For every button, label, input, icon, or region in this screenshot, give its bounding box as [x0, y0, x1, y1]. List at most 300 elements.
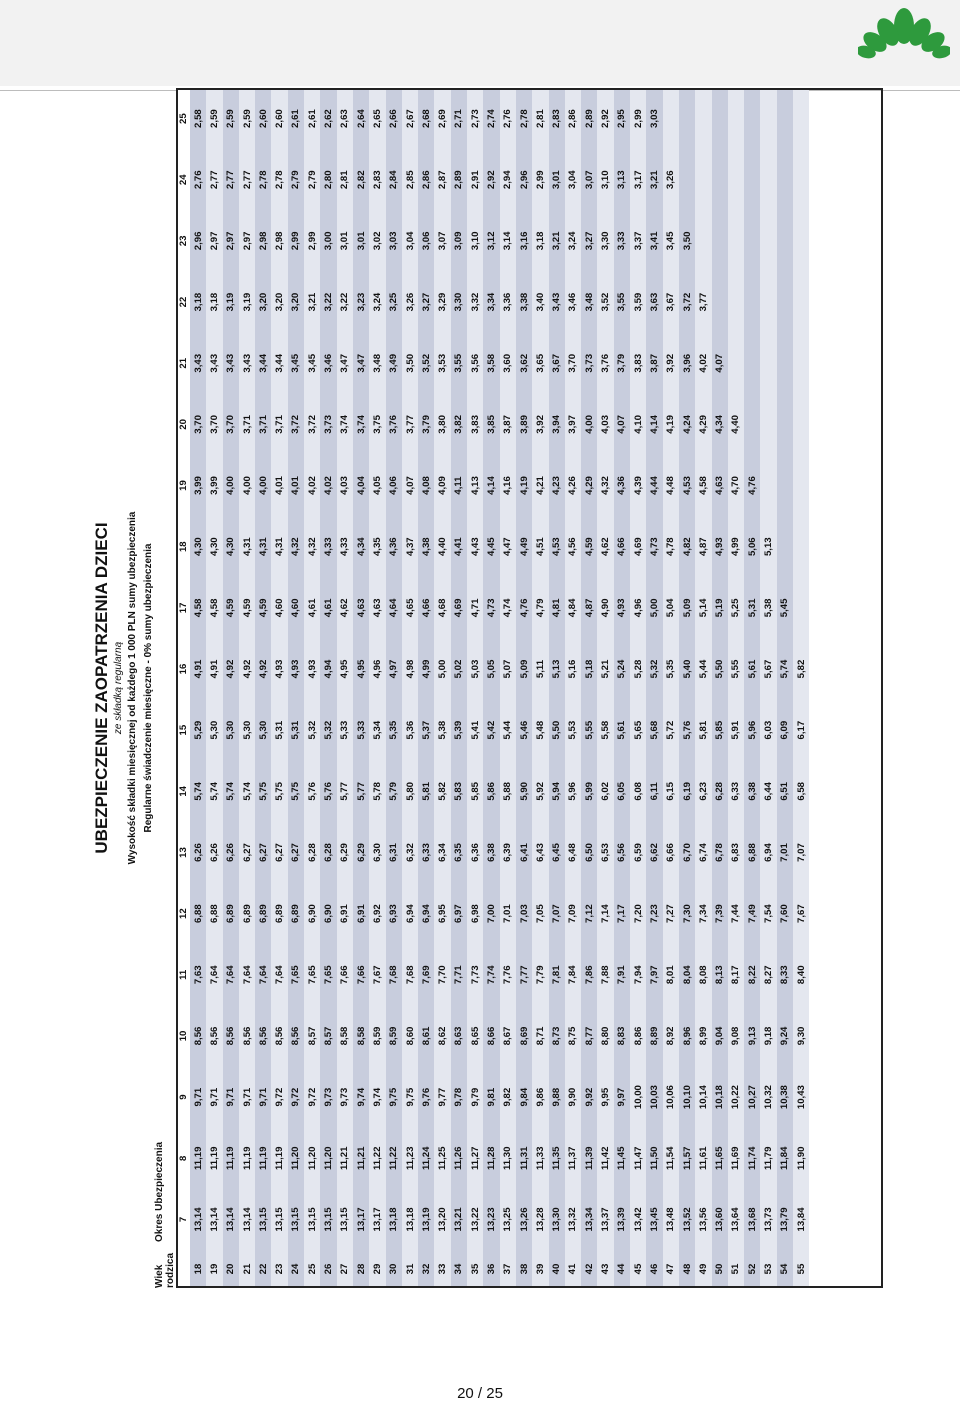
rate-cell: 13,56: [695, 1189, 711, 1250]
document-title: UBEZPIECZENIE ZAOPATRZENIA DZIECI: [92, 522, 111, 854]
rate-cell: 3,27: [418, 272, 434, 333]
rate-cell: 3,49: [386, 333, 402, 394]
rate-cell: 11,37: [565, 1128, 581, 1189]
rate-cell: 5,94: [549, 761, 565, 822]
rate-cell: 11,25: [434, 1128, 450, 1189]
rate-cell: 4,68: [434, 577, 450, 638]
rate-cell: 13,21: [451, 1189, 467, 1250]
table-row: [744, 88, 760, 1288]
document-subtitle: Wysokość składki miesięcznej od każdego 1 000 PLN sumy ubezpieczenia: [127, 511, 138, 865]
rate-cell: 3,26: [402, 272, 418, 333]
rate-cell: 2,59: [239, 88, 255, 149]
rate-cell: 3,70: [190, 394, 206, 455]
rate-cell: 3,45: [304, 333, 320, 394]
rate-cell: 3,77: [402, 394, 418, 455]
table-row: [320, 88, 336, 1288]
rate-cell: 6,38: [744, 761, 760, 822]
rate-cell: 7,65: [288, 944, 304, 1005]
rate-cell: 7,86: [581, 944, 597, 1005]
rate-cell: 13,20: [434, 1189, 450, 1250]
rate-cell: 11,20: [288, 1128, 304, 1189]
rate-cell: 5,13: [760, 516, 776, 577]
rate-cell: 13,18: [386, 1189, 402, 1250]
rate-cell: 5,77: [353, 761, 369, 822]
rate-cell: 2,64: [353, 88, 369, 149]
rate-cell: 2,81: [337, 149, 353, 210]
rate-cell: 6,93: [386, 883, 402, 944]
rate-cell: 8,08: [695, 944, 711, 1005]
rate-cell: 8,27: [760, 944, 776, 1005]
rate-cell: 4,08: [418, 455, 434, 516]
rate-cell: 4,34: [353, 516, 369, 577]
rate-cell: 6,27: [288, 822, 304, 883]
rate-cell: 4,96: [630, 577, 646, 638]
rate-cell: 9,86: [532, 1067, 548, 1128]
rate-cell: 3,17: [630, 149, 646, 210]
rate-cell: 9,73: [320, 1067, 336, 1128]
rate-cell: 8,56: [255, 1005, 271, 1066]
rate-cell: 8,75: [565, 1005, 581, 1066]
rate-cell: 8,22: [744, 944, 760, 1005]
rate-cell: 13,17: [369, 1189, 385, 1250]
rate-cell: 11,19: [255, 1128, 271, 1189]
rate-cell: 4,87: [581, 577, 597, 638]
rate-cell: 5,33: [337, 700, 353, 761]
rate-cell: 6,05: [614, 761, 630, 822]
rate-cell: 4,48: [663, 455, 679, 516]
rate-cell: 4,66: [614, 516, 630, 577]
rate-cell: 4,35: [369, 516, 385, 577]
rate-cell: [760, 149, 776, 210]
rate-cell: 7,01: [777, 822, 793, 883]
rate-cell: 13,14: [223, 1189, 239, 1250]
rate-cell: 4,64: [386, 577, 402, 638]
rate-cell: 11,19: [271, 1128, 287, 1189]
rate-cell: 3,45: [288, 333, 304, 394]
rate-cell: 9,72: [271, 1067, 287, 1128]
rate-cell: 8,67: [500, 1005, 516, 1066]
rate-cell: 3,67: [549, 333, 565, 394]
rate-cell: 7,64: [206, 944, 222, 1005]
rate-cell: 3,55: [614, 272, 630, 333]
rate-cell: 4,97: [386, 638, 402, 699]
rate-cell: 5,42: [483, 700, 499, 761]
rate-cell: 3,18: [532, 210, 548, 271]
rate-cell: 6,28: [712, 761, 728, 822]
rate-cell: 13,64: [728, 1189, 744, 1250]
rate-cell: 2,85: [402, 149, 418, 210]
rate-cell: 3,30: [451, 272, 467, 333]
rate-cell: 4,76: [744, 455, 760, 516]
rate-cell: [728, 88, 744, 149]
rate-cell: 5,45: [777, 577, 793, 638]
rate-cell: 3,83: [467, 394, 483, 455]
rate-cell: 2,89: [581, 88, 597, 149]
rate-cell: 2,62: [320, 88, 336, 149]
rate-cell: 3,43: [190, 333, 206, 394]
column-header-term: 25: [176, 88, 190, 149]
rate-cell: 9,84: [516, 1067, 532, 1128]
rate-cell: 5,30: [206, 700, 222, 761]
rate-cell: 3,53: [434, 333, 450, 394]
rate-cell: 7,97: [646, 944, 662, 1005]
rate-cell: 11,19: [206, 1128, 222, 1189]
rate-cell: 11,61: [695, 1128, 711, 1189]
rate-cell: 8,65: [467, 1005, 483, 1066]
table-row: [206, 88, 222, 1288]
rate-cell: [695, 210, 711, 271]
rate-cell: 3,21: [646, 149, 662, 210]
rate-cell: 3,43: [223, 333, 239, 394]
rate-cell: 8,17: [728, 944, 744, 1005]
rate-cell: 6,11: [646, 761, 662, 822]
rate-cell: 9,75: [402, 1067, 418, 1128]
rate-cell: 7,84: [565, 944, 581, 1005]
rate-cell: 3,67: [663, 272, 679, 333]
rate-cell: 3,21: [304, 272, 320, 333]
rate-cell: 4,40: [728, 394, 744, 455]
rate-cell: 3,30: [597, 210, 613, 271]
rate-cell: 5,99: [581, 761, 597, 822]
table-row: [728, 88, 744, 1288]
rate-cell: 2,61: [288, 88, 304, 149]
rate-cell: 4,21: [532, 455, 548, 516]
rate-cell: 13,14: [239, 1189, 255, 1250]
rate-cell: 4,19: [663, 394, 679, 455]
rate-cell: 8,86: [630, 1005, 646, 1066]
rate-cell: 4,56: [565, 516, 581, 577]
rate-cell: 4,47: [500, 516, 516, 577]
rate-cell: 4,10: [630, 394, 646, 455]
rate-cell: 5,74: [239, 761, 255, 822]
rate-cell: 9,97: [614, 1067, 630, 1128]
rate-cell: 3,44: [271, 333, 287, 394]
rate-cell: 5,38: [434, 700, 450, 761]
rate-cell: 6,66: [663, 822, 679, 883]
rate-cell: 3,50: [402, 333, 418, 394]
rate-cell: 6,29: [353, 822, 369, 883]
column-header-term: 14: [176, 761, 190, 822]
rate-cell: 10,27: [744, 1067, 760, 1128]
rate-cell: 2,68: [418, 88, 434, 149]
rate-cell: 5,30: [223, 700, 239, 761]
rate-cell: 5,40: [679, 638, 695, 699]
rate-cell: 9,24: [777, 1005, 793, 1066]
table-row: [337, 88, 353, 1288]
rate-cell: 11,28: [483, 1128, 499, 1189]
label-rodzica: rodzica: [165, 1252, 176, 1288]
rate-cell: [728, 149, 744, 210]
rate-cell: [744, 149, 760, 210]
rate-cell: 7,73: [467, 944, 483, 1005]
rate-cell: 7,79: [532, 944, 548, 1005]
rate-cell: 9,82: [500, 1067, 516, 1128]
rate-cell: 3,72: [679, 272, 695, 333]
rate-cell: 3,33: [614, 210, 630, 271]
rate-cell: 7,60: [777, 883, 793, 944]
rate-cell: 5,25: [728, 577, 744, 638]
column-header-term: 18: [176, 516, 190, 577]
rate-cell: 9,88: [549, 1067, 565, 1128]
rate-cell: 7,39: [712, 883, 728, 944]
rate-cell: 4,39: [630, 455, 646, 516]
rate-cell: 7,65: [320, 944, 336, 1005]
rate-cell: 7,07: [549, 883, 565, 944]
rate-cell: 7,09: [565, 883, 581, 944]
rate-cell: 9,76: [418, 1067, 434, 1128]
rate-cell: 8,99: [695, 1005, 711, 1066]
rate-cell: 11,23: [402, 1128, 418, 1189]
row-age-cell: 45: [630, 1250, 646, 1288]
rate-cell: 4,32: [597, 455, 613, 516]
rate-cell: 5,39: [451, 700, 467, 761]
rate-cell: 3,20: [288, 272, 304, 333]
rate-cell: 7,54: [760, 883, 776, 944]
rate-cell: 13,17: [353, 1189, 369, 1250]
rate-cell: 4,49: [516, 516, 532, 577]
rate-cell: 3,04: [565, 149, 581, 210]
rate-cell: 9,79: [467, 1067, 483, 1128]
rate-cell: 13,45: [646, 1189, 662, 1250]
row-age-cell: 49: [695, 1250, 711, 1288]
rate-cell: 2,86: [565, 88, 581, 149]
rate-cell: 5,03: [467, 638, 483, 699]
rate-cell: 4,14: [646, 394, 662, 455]
rate-cell: 5,33: [353, 700, 369, 761]
rate-cell: 7,74: [483, 944, 499, 1005]
rate-cell: 2,96: [190, 210, 206, 271]
rate-cell: [663, 88, 679, 149]
rate-cell: 6,90: [320, 883, 336, 944]
rate-cell: 3,23: [353, 272, 369, 333]
rate-cell: 9,71: [255, 1067, 271, 1128]
rate-cell: [760, 333, 776, 394]
rate-cell: 5,30: [239, 700, 255, 761]
rate-cell: [712, 88, 728, 149]
rate-cell: 3,43: [239, 333, 255, 394]
table-row: [451, 88, 467, 1288]
rate-cell: 3,14: [500, 210, 516, 271]
rate-cell: 7,66: [337, 944, 353, 1005]
rate-cell: 5,32: [304, 700, 320, 761]
rate-cell: 7,20: [630, 883, 646, 944]
rate-cell: 5,86: [483, 761, 499, 822]
rate-cell: 5,37: [418, 700, 434, 761]
rate-cell: 4,96: [369, 638, 385, 699]
rate-cell: 11,27: [467, 1128, 483, 1189]
rate-cell: 3,40: [532, 272, 548, 333]
rate-cell: 3,65: [532, 333, 548, 394]
rate-cell: 13,19: [418, 1189, 434, 1250]
rate-cell: 3,73: [581, 333, 597, 394]
rate-cell: 13,60: [712, 1189, 728, 1250]
rate-cell: 5,74: [206, 761, 222, 822]
rate-cell: 3,44: [255, 333, 271, 394]
table-row: [532, 88, 548, 1288]
rate-table-body: [190, 88, 809, 1288]
column-header-term: 22: [176, 272, 190, 333]
rate-cell: 5,77: [337, 761, 353, 822]
rate-cell: 4,62: [597, 516, 613, 577]
rate-cell: 11,69: [728, 1128, 744, 1189]
rate-cell: 11,21: [337, 1128, 353, 1189]
rate-cell: 3,76: [386, 394, 402, 455]
rate-cell: 9,73: [337, 1067, 353, 1128]
row-age-cell: 39: [532, 1250, 548, 1288]
table-row: [549, 88, 565, 1288]
rate-cell: 3,22: [320, 272, 336, 333]
rate-cell: 7,64: [255, 944, 271, 1005]
rate-cell: 3,00: [320, 210, 336, 271]
rate-cell: 10,43: [793, 1067, 809, 1128]
rate-cell: 7,66: [353, 944, 369, 1005]
rate-cell: 13,73: [760, 1189, 776, 1250]
rate-cell: 5,46: [516, 700, 532, 761]
rate-cell: 4,70: [728, 455, 744, 516]
rate-cell: [793, 455, 809, 516]
rate-cell: 6,45: [549, 822, 565, 883]
rate-cell: 7,68: [402, 944, 418, 1005]
rate-cell: 11,42: [597, 1128, 613, 1189]
rate-cell: 3,26: [663, 149, 679, 210]
rate-cell: [712, 149, 728, 210]
rate-cell: 4,30: [206, 516, 222, 577]
rate-cell: 4,36: [386, 516, 402, 577]
rate-cell: [777, 394, 793, 455]
rate-cell: 5,61: [614, 700, 630, 761]
rate-cell: 8,01: [663, 944, 679, 1005]
rate-cell: 4,59: [581, 516, 597, 577]
rate-cell: 8,40: [793, 944, 809, 1005]
rate-cell: 4,78: [663, 516, 679, 577]
rate-cell: 2,83: [369, 149, 385, 210]
rate-cell: 2,87: [434, 149, 450, 210]
rate-cell: 4,87: [695, 516, 711, 577]
rate-cell: 8,59: [369, 1005, 385, 1066]
rate-cell: 13,52: [679, 1189, 695, 1250]
rate-cell: 4,36: [614, 455, 630, 516]
rate-cell: 9,75: [386, 1067, 402, 1128]
rate-cell: 8,83: [614, 1005, 630, 1066]
rate-cell: 4,65: [402, 577, 418, 638]
rate-cell: 2,98: [271, 210, 287, 271]
rate-cell: 5,31: [288, 700, 304, 761]
rate-cell: [760, 88, 776, 149]
rate-cell: 2,78: [255, 149, 271, 210]
rate-cell: 9,95: [597, 1067, 613, 1128]
rate-cell: 5,81: [418, 761, 434, 822]
rate-cell: 7,49: [744, 883, 760, 944]
rate-cell: 3,47: [353, 333, 369, 394]
rate-cell: 3,32: [467, 272, 483, 333]
rate-cell: 9,74: [353, 1067, 369, 1128]
rate-cell: 7,44: [728, 883, 744, 944]
rate-cell: 10,32: [760, 1067, 776, 1128]
rate-cell: 4,59: [255, 577, 271, 638]
rate-cell: 10,10: [679, 1067, 695, 1128]
rate-cell: 4,29: [581, 455, 597, 516]
rate-cell: 4,32: [304, 516, 320, 577]
rate-cell: 4,33: [320, 516, 336, 577]
rate-cell: 5,31: [271, 700, 287, 761]
row-age-cell: 43: [597, 1250, 613, 1288]
rate-cell: 5,76: [320, 761, 336, 822]
rate-cell: 3,83: [630, 333, 646, 394]
rate-cell: 13,42: [630, 1189, 646, 1250]
rate-cell: 4,69: [451, 577, 467, 638]
rate-cell: 3,19: [239, 272, 255, 333]
table-row: [516, 88, 532, 1288]
rate-cell: 13,14: [190, 1189, 206, 1250]
label-wiek: Wiek: [154, 1264, 165, 1288]
rate-cell: 3,20: [271, 272, 287, 333]
rate-cell: 6,91: [353, 883, 369, 944]
rate-cell: 4,03: [337, 455, 353, 516]
rate-cell: 9,92: [581, 1067, 597, 1128]
rate-cell: 5,55: [728, 638, 744, 699]
rate-cell: 3,02: [369, 210, 385, 271]
row-age-cell: 33: [434, 1250, 450, 1288]
rate-cell: 5,79: [386, 761, 402, 822]
rate-cell: 5,92: [532, 761, 548, 822]
rate-cell: 13,23: [483, 1189, 499, 1250]
rate-cell: 2,77: [239, 149, 255, 210]
rate-cell: 4,32: [288, 516, 304, 577]
rate-cell: 5,83: [451, 761, 467, 822]
rate-cell: 9,71: [223, 1067, 239, 1128]
rate-cell: 5,65: [630, 700, 646, 761]
rate-cell: 11,21: [353, 1128, 369, 1189]
rate-cell: 5,41: [467, 700, 483, 761]
rate-cell: 4,29: [695, 394, 711, 455]
rate-cell: 4,92: [239, 638, 255, 699]
rate-cell: 4,60: [271, 577, 287, 638]
rate-cell: 2,61: [304, 88, 320, 149]
rate-cell: 4,98: [402, 638, 418, 699]
rate-cell: 7,68: [386, 944, 402, 1005]
table-row: [679, 88, 695, 1288]
rate-cell: 4,95: [337, 638, 353, 699]
rate-cell: 2,79: [288, 149, 304, 210]
rate-cell: 2,73: [467, 88, 483, 149]
rate-cell: 4,84: [565, 577, 581, 638]
rate-cell: 2,83: [549, 88, 565, 149]
rate-cell: 2,78: [271, 149, 287, 210]
rate-cell: 13,15: [288, 1189, 304, 1250]
rate-cell: 4,00: [255, 455, 271, 516]
rate-cell: 4,01: [271, 455, 287, 516]
rate-cell: 4,59: [239, 577, 255, 638]
row-age-cell: 54: [777, 1250, 793, 1288]
rate-cell: [728, 210, 744, 271]
rate-cell: 11,74: [744, 1128, 760, 1189]
rate-cell: 3,71: [239, 394, 255, 455]
rate-cell: [679, 88, 695, 149]
rate-cell: 5,74: [223, 761, 239, 822]
rate-cell: 6,62: [646, 822, 662, 883]
rate-cell: 3,59: [630, 272, 646, 333]
rate-cell: 2,98: [255, 210, 271, 271]
rate-cell: 2,99: [630, 88, 646, 149]
row-age-cell: 55: [793, 1250, 809, 1288]
rate-cell: [760, 210, 776, 271]
rate-cell: 6,94: [402, 883, 418, 944]
rate-cell: 6,36: [467, 822, 483, 883]
rate-cell: 6,92: [369, 883, 385, 944]
table-row: [271, 88, 287, 1288]
rate-cell: 3,75: [369, 394, 385, 455]
rate-cell: [712, 272, 728, 333]
